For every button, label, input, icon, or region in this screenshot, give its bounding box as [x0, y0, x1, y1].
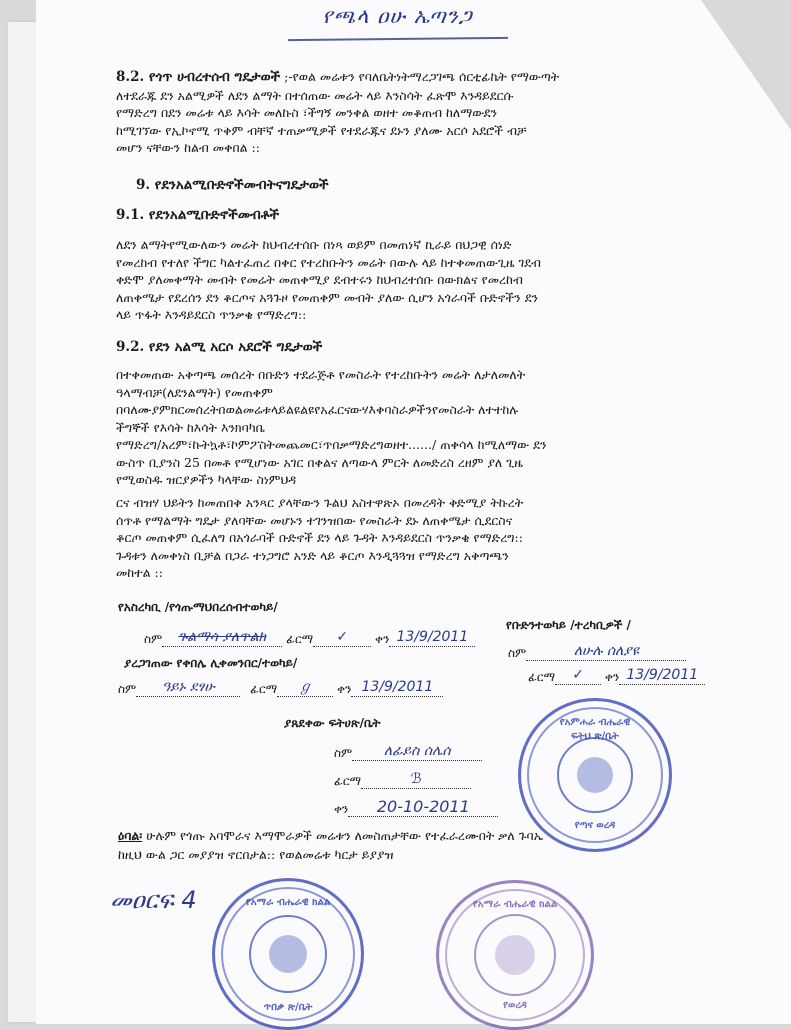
- kebele-rep-label: የአስረካቢ /የጎጡማህበረሰብተወካይ/: [118, 600, 278, 614]
- note-line: ሁሉም የጎጡ አባሞራና እማሞራዎች መሬቱን ለመስጠታቸው የተፈራረሙበት ቃለ ጉባኤ: [146, 828, 544, 843]
- section-9-1-line: የመረከብ የተለየ ችግር ካልተፈጠረ በቀር የተረከቡትን መሬት በውሉ ላይ ከተቀመጠውጊዜ ገደብ: [116, 254, 541, 270]
- verifier-label: ያጸደቀው ፍትሀጽ/ቤት: [284, 716, 381, 730]
- section-9-2-line: ሰጥቶ የማልማት ግዴታ ያለባቸው መሆኑን ተገንዝበው የመስራት ደኑ ለጠቀሜታ ሲደርስና: [116, 512, 513, 528]
- kebele-rep-date: 13/9/2011: [389, 628, 475, 647]
- signature-label: ፊርማ: [250, 682, 278, 696]
- seal-text: የአምሐራ ብሔራዊ: [559, 717, 631, 728]
- date-label: ቀን: [334, 802, 349, 816]
- verifier-name: ለፊይስ ሰሌሰ: [352, 742, 482, 761]
- seal-text: ጥበቃ ጽ/ቤት: [263, 1002, 313, 1013]
- emblem-icon: [577, 757, 613, 793]
- group-rep-signature: ✓: [555, 666, 601, 685]
- verifier-signature: ℬ: [361, 770, 471, 789]
- office-seal-left: [212, 878, 364, 1030]
- section-9-2-line: ችግኞች የእሳት ከእሳት እንክባካቤ: [116, 419, 266, 435]
- section-9-2-body-continued: [116, 494, 736, 582]
- note-label: ዕባል፡: [118, 828, 143, 843]
- emblem-icon: [269, 935, 307, 973]
- seal-text: የወረዳ: [503, 1000, 527, 1011]
- section-9-1-heading: 9.1. የደንአልሚቡድኖችመብቶች: [116, 207, 280, 223]
- section-9-2-line: የሚወስዱ ዝርያዎችን ካላቸው ስነምህዳ: [116, 472, 297, 487]
- section-9-1-line: ለደን ልማትየሚውለውን መሬት ከህብረተሰቡ በነጻ ወይም በመጠነኛ ኪራይ በህጋዊ ሰነድ: [116, 237, 512, 252]
- section-9-1-line: ለጠቀሜታ የደረሰን ደን ቆርጦና አጓጉዞ የመጠቀም መብት ያለው ሲሆን አጎራባች ቡድኖችን ደን: [116, 289, 539, 305]
- handwritten-title: የጫላ ዐሁ ኤጣንጋ: [322, 4, 473, 28]
- signature-label: ፊርማ: [528, 670, 556, 684]
- section-8-2: [116, 68, 736, 157]
- verifier-sign-row: [334, 770, 471, 789]
- section-9-2-line: በባለሙያምክርመሰረትበወልመሬቱላይልዩልዩየአፈርናውሃእቀባስራዎችንየመስራት ለተተከሉ: [116, 402, 519, 417]
- section-9-2-line: የማድረግ/አረም፣ኩትኳቶ፣ኮምፖስትመጨመር፣ጥበቃማድረግወዘተ....../ ጠቀሳላ ከሚለማው ደን: [116, 437, 547, 452]
- section-9-2-line: ርና ብዝሃ ህይትን ከመጠበቅ አንጻር ያላቸውን ጉልህ አስተዋጽኦ በመረዳት ቅድሚያ ትኩረት: [116, 495, 524, 510]
- section-9-2-heading: 9.2. የደን አልሚ አርሶ አደሮች ግዴታወች: [116, 339, 323, 355]
- section-9-1-line: ላይ ጥፋት እንዳይደርስ ጥንቃቄ የማድረግ::: [116, 307, 307, 322]
- section-8-2-line: ከሚገኘው የኢኮኖሚ ጥቅም ብቸኛ ተጠቃሚዎች የተደራጁና ደኑን ያለሙ አርሶ አደሮች ብቻ: [116, 122, 527, 138]
- approver-name: ዓይኑ ደፃሁ: [136, 678, 240, 697]
- group-rep-label: የቡድንተወካይ /ተረካቢዎች /: [506, 618, 631, 632]
- section-9-2-line: ቆርጦ መጠቀም ሲፈለግ በአጎራባች ቡድኖች ደን ላይ ጉዳት እንዳይደርስ ጥንቃቄ የማድረግ::: [116, 530, 523, 545]
- seal-text: የአማራ ብሔራዊ ክልል: [472, 899, 558, 910]
- approver-label: ያረጋገጠው የቀበሌ ሊቀመንበር/ተወካይ/: [124, 656, 298, 670]
- approver-signature: ℊ: [277, 678, 333, 697]
- group-rep-name-row: [508, 642, 686, 661]
- name-label: ስም: [334, 746, 353, 760]
- date-label: ቀን: [604, 670, 620, 684]
- name-label: ስም: [144, 632, 163, 646]
- section-9-1-line: ቀድሞ ያለመቀማት መብት የመሬት መጠቀሚያ ደብተሩን ከህብረተሰቡ በውክልና የመረከብ: [116, 272, 523, 287]
- verifier-date-row: [334, 798, 498, 817]
- name-label: ስም: [508, 646, 527, 660]
- kebele-rep-row: [144, 628, 475, 647]
- section-9-1-body: [116, 236, 736, 324]
- section-9-2-body: [116, 366, 736, 489]
- signature-label: ፊርማ: [286, 632, 314, 646]
- seal-text: የጣና ወረዳ: [574, 820, 616, 831]
- group-rep-name: ለሁሉ ሰለያዩ: [526, 642, 686, 661]
- approver-row: [118, 678, 443, 697]
- group-rep-sign-row: [528, 666, 705, 685]
- section-9-heading: 9. የደንአልሚቡድኖችመብትናግዴታወች: [136, 177, 329, 193]
- section-8-2-line: መሆን ናቸውን ከልብ መቀበል ::: [116, 140, 260, 155]
- section-9-2-line: በተቀመጠው አቅጣጫ መሰረት በቡድን ተደራጅቶ የመስራት የተረከቡትን መሬት ለታለመለት: [116, 367, 526, 382]
- section-9-2-line: መከተል ::: [116, 565, 163, 580]
- verifier-date: 20-10-2011: [348, 798, 498, 817]
- section-9-2-line: ዓላማብቻ(ለደንልማት) የመጠቀም: [116, 384, 273, 400]
- section-9-2-line: ውስጥ ቢያንስ 25 በመቶ የሚሆነው አገር በቀልና ለጣውላ ምርት ለመድረስ ረዘም ያለ ጊዜ: [116, 454, 523, 470]
- group-rep-date: 13/9/2011: [619, 666, 705, 685]
- section-8-2-heading: 8.2. የጎጥ ሀብረተሰብ ግዴታወች: [116, 69, 281, 85]
- approver-date: 13/9/2011: [351, 678, 443, 697]
- section-8-2-line: የማድረግ በደን መሬቱ ላይ እሳት መለኩስ ፣ችግኝ መንቀል ወዘተ መቆጠብ ከለማውደን: [116, 105, 498, 120]
- verifier-name-row: [334, 742, 482, 761]
- handwritten-annex: መዐርፍ 4: [110, 886, 197, 914]
- office-seal-right: [518, 698, 672, 852]
- date-label: ቀን: [337, 682, 352, 696]
- emblem-icon: [495, 935, 535, 975]
- section-8-2-line: ;-የወል መሬቱን የባለቤትነትማረጋገጫ ሰርቲፊኬት የማውጣት: [284, 69, 560, 84]
- office-seal-purple: [436, 880, 594, 1030]
- section-8-2-line: ለተደራጁ ደን አልሚዎች ለደን ልማት በተሰጠው መሬት ላይ እንስሳት ፈጽሞ እንዳይደርሱ: [116, 87, 514, 103]
- date-label: ቀን: [375, 632, 390, 646]
- kebele-rep-name: ጉልማሳ ያለጥልክ: [162, 628, 282, 647]
- signature-label: ፊርማ: [334, 774, 362, 788]
- section-9-2-line: ጉዳቱን ለመቀነስ ቢቻል በጋራ ተነጋግሮ አንድ ላይ ቆርጦ እንዲጓጓዝ የማድረግ አቅጣጫን: [116, 547, 509, 563]
- seal-text: የአማራ ብሔራዊ ክልል: [245, 897, 331, 908]
- kebele-rep-signature: ✓: [313, 628, 371, 647]
- seal-text: ፍትህ ጽ/ቤት: [571, 731, 619, 742]
- note-line: ከዚህ ውል ጋር መያያዝ ኖርበታል:: የወልመሬቱ ካርታ ይያያዝ: [118, 847, 394, 862]
- name-label: ስም: [118, 682, 137, 696]
